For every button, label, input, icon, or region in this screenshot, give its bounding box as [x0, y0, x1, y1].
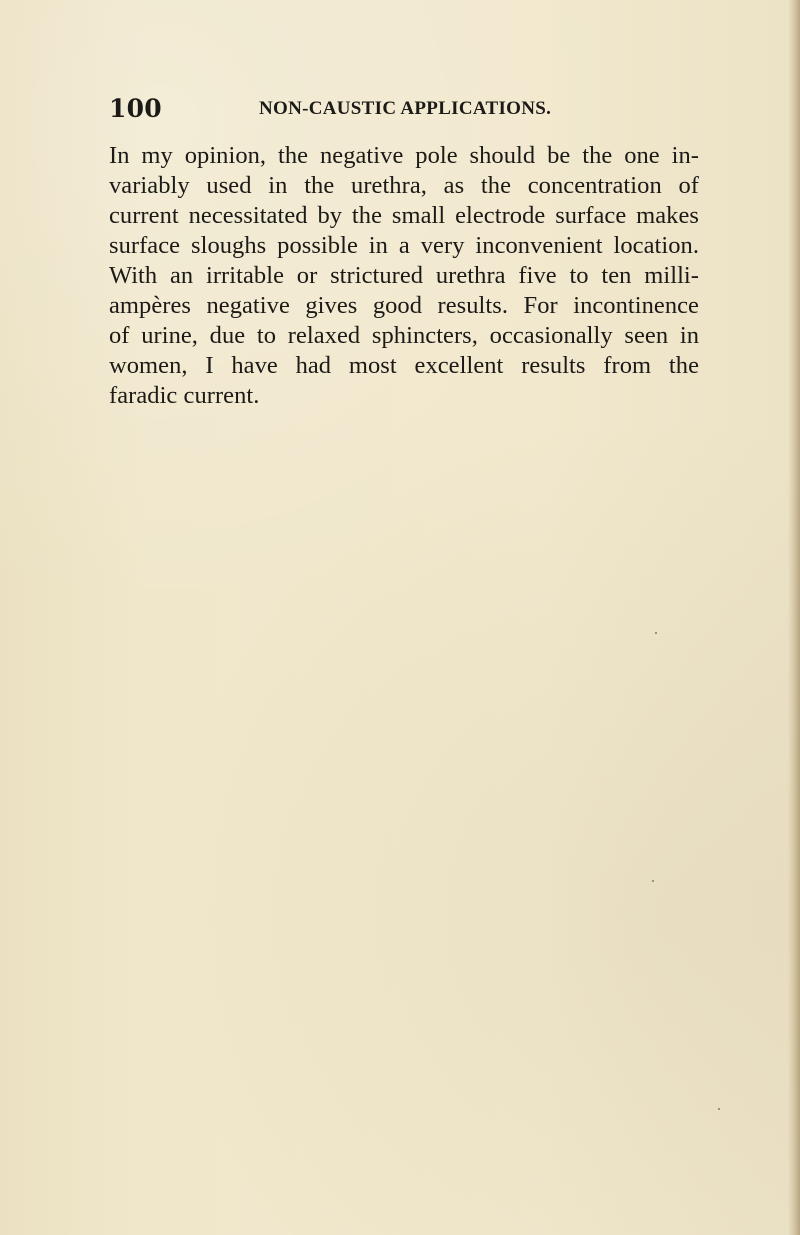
page-edge-shadow: [788, 0, 800, 1235]
page-number: 100: [109, 94, 162, 123]
paragraph-line-3: current necessitated by the small electrode surface makes: [109, 202, 699, 229]
paragraph-line-9: faradic current.: [109, 382, 260, 409]
paper-speck: [655, 632, 657, 634]
page-header: [109, 94, 689, 130]
paper-speck: [718, 1108, 720, 1110]
paragraph-line-7: of urine, due to relaxed sphincters, occasionally seen in: [109, 322, 699, 349]
paragraph-line-8: women, I have had most excellent results from the: [109, 352, 699, 379]
running-head: NON-CAUSTIC APPLICATIONS.: [259, 98, 552, 119]
paragraph-line-6: ampères negative gives good results. For incontinence: [109, 292, 699, 319]
paragraph-line-1: In my opinion, the negative pole should be the one in-: [109, 142, 699, 169]
paragraph-line-4: surface sloughs possible in a very inconvenient location.: [109, 232, 699, 259]
paragraph: [109, 141, 699, 409]
paragraph-line-2: variably used in the urethra, as the concentration of: [109, 172, 699, 199]
paper-speck: [652, 880, 654, 882]
paragraph-line-5: With an irritable or strictured urethra five to ten milli-: [109, 262, 699, 289]
